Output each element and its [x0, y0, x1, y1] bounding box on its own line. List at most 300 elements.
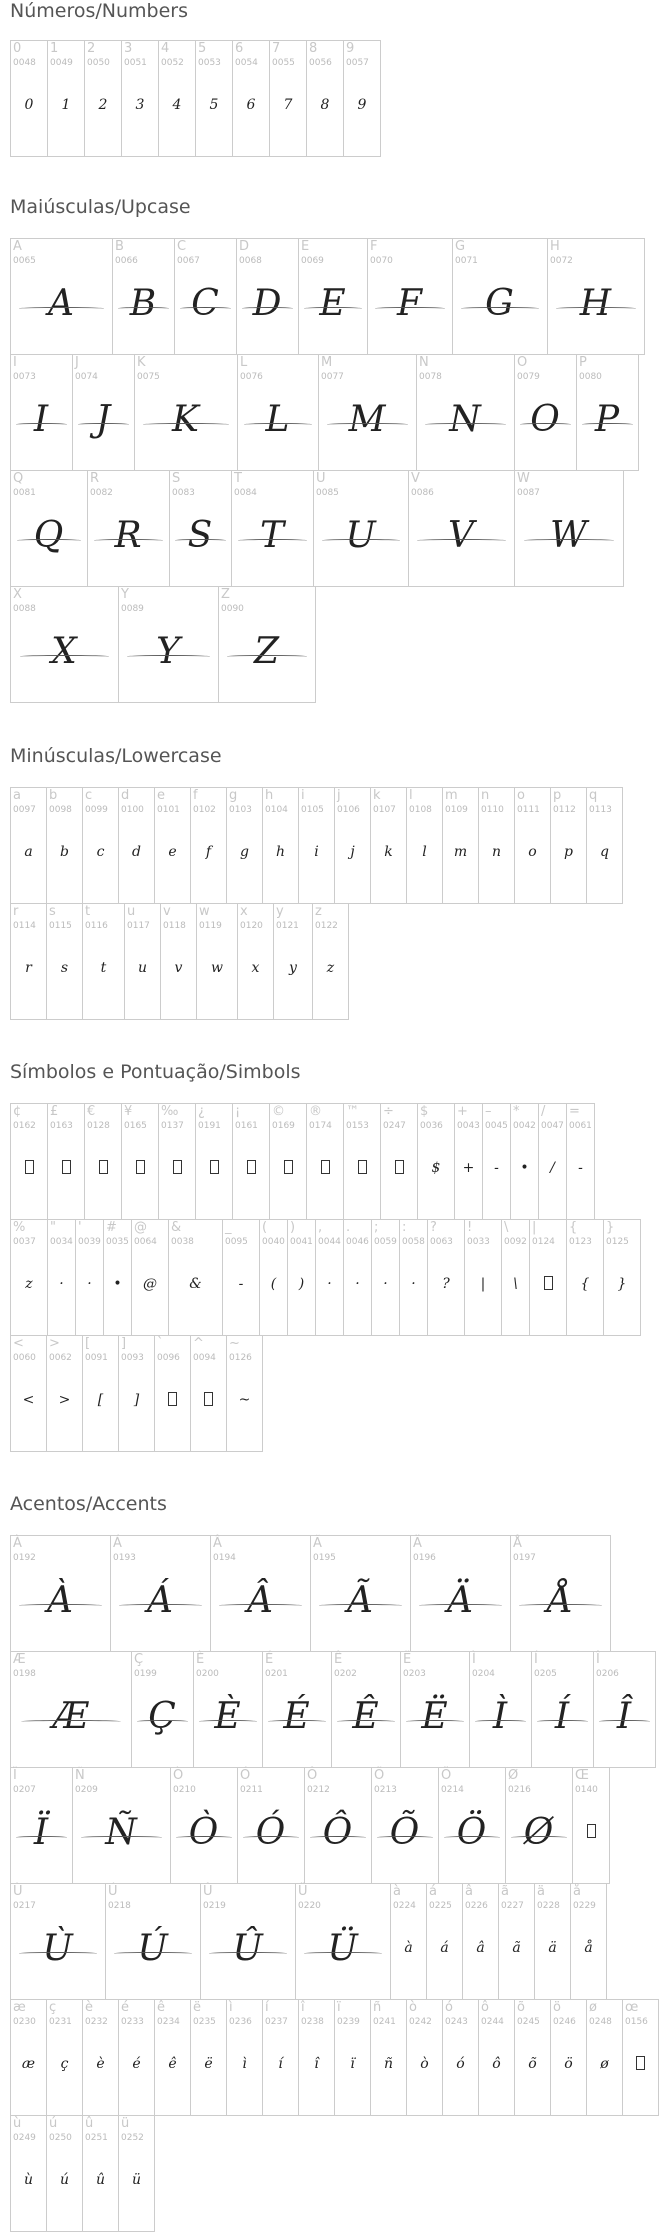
- glyph-cell[interactable]: [462, 1883, 499, 2000]
- glyph-label: <: [13, 1336, 24, 1351]
- glyph-sample: õ: [528, 2056, 537, 2072]
- glyph-label: ú: [49, 2116, 58, 2131]
- glyph-cell[interactable]: [72, 1767, 171, 1884]
- glyph-code: 0039: [78, 1237, 101, 1247]
- glyph-label: q: [589, 788, 598, 803]
- glyph-cell[interactable]: [190, 1999, 227, 2116]
- glyph-cell[interactable]: [370, 1999, 407, 2116]
- glyph-code: 0106: [337, 805, 360, 815]
- glyph-code: 0074: [75, 372, 98, 382]
- glyph-cell[interactable]: [570, 1883, 607, 2000]
- glyph-cell[interactable]: [10, 40, 48, 157]
- glyph-sample: /: [550, 1160, 555, 1176]
- glyph-label: ÷: [383, 1104, 394, 1119]
- glyph-cell[interactable]: [158, 40, 196, 157]
- glyph-cell[interactable]: [442, 1999, 479, 2116]
- glyph-label: H: [550, 239, 560, 254]
- glyph-label: k: [373, 788, 381, 803]
- glyph-cell[interactable]: [47, 1219, 76, 1336]
- flourish-stroke: [16, 423, 67, 426]
- glyph-label: õ: [517, 2000, 525, 2015]
- glyph-cell[interactable]: [295, 1883, 391, 2000]
- glyph-cell[interactable]: [131, 1651, 194, 1768]
- glyph-cell[interactable]: [110, 1535, 211, 1652]
- glyph-code: 0119: [199, 921, 222, 931]
- glyph-cell[interactable]: [478, 787, 515, 904]
- glyph-code: 0243: [445, 2017, 468, 2027]
- glyph-cell[interactable]: [514, 354, 577, 471]
- glyph-cell[interactable]: [410, 1535, 511, 1652]
- glyph-cell[interactable]: [168, 1219, 223, 1336]
- glyph-cell[interactable]: [47, 1103, 85, 1220]
- glyph-cell[interactable]: [210, 1535, 311, 1652]
- glyph-cell[interactable]: [82, 1999, 119, 2116]
- glyph-label: {: [569, 1220, 578, 1235]
- glyph-sample: ·: [327, 1276, 332, 1292]
- glyph-cell[interactable]: [84, 1103, 122, 1220]
- glyph-cell[interactable]: [82, 787, 119, 904]
- glyph-cell[interactable]: [222, 1219, 260, 1336]
- glyph-label: !: [467, 1220, 473, 1235]
- glyph-cell[interactable]: [10, 586, 119, 703]
- glyph-cell[interactable]: [236, 238, 299, 355]
- glyph-cell[interactable]: [478, 1999, 515, 2116]
- glyph-cell[interactable]: [426, 1883, 463, 2000]
- glyph-cell[interactable]: [343, 40, 381, 157]
- glyph-cell[interactable]: [318, 354, 417, 471]
- glyph-cell[interactable]: [334, 787, 371, 904]
- glyph-code: 0041: [290, 1237, 313, 1247]
- glyph-cell[interactable]: [315, 1219, 344, 1336]
- glyph-cell[interactable]: [231, 470, 314, 587]
- glyph-cell[interactable]: [370, 787, 407, 904]
- glyph-code: 0226: [465, 1901, 488, 1911]
- glyph-code: 0077: [321, 372, 344, 382]
- glyph-label: È: [196, 1652, 205, 1667]
- glyph-sample: [344, 1160, 380, 1178]
- glyph-code: 0056: [309, 58, 332, 68]
- glyph-cell[interactable]: [501, 1219, 530, 1336]
- glyph-sample: ë: [204, 2056, 213, 2072]
- glyph-code: 0235: [193, 2017, 216, 2027]
- glyph-cell[interactable]: [131, 1219, 169, 1336]
- glyph-cell[interactable]: [218, 586, 316, 703]
- glyph-cell[interactable]: [367, 238, 453, 355]
- glyph-label: #: [106, 1220, 117, 1235]
- glyph-cell[interactable]: [547, 238, 645, 355]
- glyph-cell[interactable]: [82, 1335, 119, 1452]
- glyph-label: ø: [589, 2000, 597, 2015]
- glyph-cell[interactable]: [406, 787, 443, 904]
- glyph-code: 0086: [411, 488, 434, 498]
- glyph-label: Y: [121, 587, 129, 602]
- glyph-label: S: [172, 471, 181, 486]
- glyph-sample: [573, 1824, 609, 1842]
- glyph-code: 0103: [229, 805, 252, 815]
- glyph-cell[interactable]: [371, 1767, 439, 1884]
- glyph-cell[interactable]: [306, 1103, 344, 1220]
- glyph-cell[interactable]: [287, 1219, 316, 1336]
- glyph-sample: 5: [209, 97, 219, 113]
- glyph-cell[interactable]: [190, 1335, 227, 1452]
- glyph-cell[interactable]: [514, 1999, 551, 2116]
- glyph-code: 0169: [272, 1121, 295, 1131]
- glyph-cell[interactable]: [427, 1219, 465, 1336]
- glyph-cell[interactable]: [46, 1335, 83, 1452]
- glyph-code: 0234: [157, 2017, 180, 2027]
- glyph-cell[interactable]: [196, 903, 238, 1020]
- flourish-stroke: [209, 1952, 288, 1955]
- glyph-label: Î: [596, 1652, 600, 1667]
- glyph-cell[interactable]: [304, 1767, 372, 1884]
- glyph-code: 0193: [113, 1553, 136, 1563]
- glyph-cell[interactable]: [408, 470, 515, 587]
- glyph-cell[interactable]: [121, 1103, 159, 1220]
- glyph-cell[interactable]: [313, 470, 409, 587]
- glyph-cell[interactable]: [390, 1883, 427, 2000]
- glyph-cell[interactable]: [84, 40, 122, 157]
- glyph-cell[interactable]: [298, 238, 368, 355]
- glyph-code: 0105: [301, 805, 324, 815]
- glyph-cell[interactable]: [586, 1999, 623, 2116]
- glyph-cell[interactable]: [118, 1999, 155, 2116]
- glyph-grid-accents: [10, 1535, 659, 2232]
- flourish-stroke: [19, 307, 104, 310]
- glyph-cell[interactable]: [576, 354, 639, 471]
- glyph-cell[interactable]: [87, 470, 170, 587]
- glyph-sample: ä: [548, 1940, 557, 1956]
- glyph-cell[interactable]: [343, 1103, 381, 1220]
- glyph-cell[interactable]: [442, 787, 479, 904]
- glyph-code: 0047: [541, 1121, 564, 1131]
- glyph-cell[interactable]: [510, 1103, 539, 1220]
- glyph-sample: ö: [564, 2056, 573, 2072]
- glyph-label: ñ: [373, 2000, 382, 2015]
- glyph-cell[interactable]: [566, 1103, 595, 1220]
- glyph-cell[interactable]: [10, 238, 113, 355]
- glyph-sample: Ò: [188, 1812, 220, 1853]
- glyph-cell[interactable]: [622, 1999, 659, 2116]
- glyph-code: 0251: [85, 2133, 108, 2143]
- glyph-code: 0096: [157, 1353, 180, 1363]
- glyph-cell[interactable]: [259, 1219, 288, 1336]
- glyph-cell[interactable]: [399, 1219, 428, 1336]
- missing-glyph-box: [587, 1824, 596, 1838]
- glyph-cell[interactable]: [454, 1103, 483, 1220]
- glyph-cell[interactable]: [82, 903, 125, 1020]
- glyph-code: 0054: [235, 58, 258, 68]
- glyph-cell[interactable]: [200, 1883, 296, 2000]
- glyph-label: P: [579, 355, 587, 370]
- glyph-cell[interactable]: [529, 1219, 567, 1336]
- glyph-cell[interactable]: [538, 1103, 567, 1220]
- glyph-cell[interactable]: [298, 1999, 335, 2116]
- glyph-cell[interactable]: [262, 1999, 299, 2116]
- flourish-stroke: [537, 1720, 588, 1723]
- glyph-cell[interactable]: [482, 1103, 511, 1220]
- glyph-cell[interactable]: [158, 1103, 196, 1220]
- glyph-sample: à: [404, 1940, 413, 1956]
- glyph-label: n: [481, 788, 490, 803]
- glyph-code: 0213: [374, 1785, 397, 1795]
- flourish-stroke: [599, 1720, 650, 1723]
- glyph-label: ü: [121, 2116, 130, 2131]
- glyph-sample: æ: [21, 2056, 36, 2072]
- glyph-cell[interactable]: [121, 40, 159, 157]
- glyph-cell[interactable]: [103, 1219, 132, 1336]
- glyph-cell[interactable]: [262, 1651, 332, 1768]
- glyph-cell[interactable]: [371, 1219, 400, 1336]
- glyph-cell[interactable]: [160, 903, 197, 1020]
- glyph-row: [10, 903, 623, 1020]
- glyph-cell[interactable]: [226, 1999, 263, 2116]
- glyph-label: ó: [445, 2000, 453, 2015]
- glyph-cell[interactable]: [298, 787, 335, 904]
- glyph-sample: [11, 1160, 47, 1178]
- glyph-cell[interactable]: [75, 1219, 104, 1336]
- glyph-row: [10, 1335, 641, 1452]
- glyph-cell[interactable]: [46, 1999, 83, 2116]
- glyph-cell[interactable]: [46, 787, 83, 904]
- glyph-cell[interactable]: [273, 903, 313, 1020]
- glyph-sample: q: [600, 844, 609, 860]
- glyph-sample: i: [314, 844, 319, 860]
- glyph-sample: W: [549, 515, 588, 556]
- glyph-label: z: [315, 904, 322, 919]
- glyph-cell[interactable]: [105, 1883, 201, 2000]
- glyph-cell[interactable]: [438, 1767, 506, 1884]
- glyph-cell[interactable]: [343, 1219, 372, 1336]
- glyph-label: j: [337, 788, 341, 803]
- glyph-cell[interactable]: [586, 787, 623, 904]
- glyph-code: 0121: [276, 921, 299, 931]
- glyph-cell[interactable]: [452, 238, 548, 355]
- glyph-cell[interactable]: [10, 787, 47, 904]
- glyph-cell[interactable]: [10, 354, 73, 471]
- glyph-cell[interactable]: [118, 1335, 155, 1452]
- flourish-stroke: [180, 307, 231, 310]
- glyph-cell[interactable]: [262, 787, 299, 904]
- glyph-label: B: [115, 239, 124, 254]
- glyph-cell[interactable]: [174, 238, 237, 355]
- glyph-sample: h: [275, 844, 286, 860]
- glyph-label: R: [90, 471, 100, 486]
- glyph-code: 0229: [573, 1901, 596, 1911]
- glyph-cell[interactable]: [195, 1103, 233, 1220]
- glyph-label: Æ: [13, 1652, 26, 1667]
- glyph-cell[interactable]: [417, 1103, 455, 1220]
- glyph-cell[interactable]: [10, 1335, 47, 1452]
- glyph-cell[interactable]: [514, 470, 624, 587]
- glyph-sample: Õ: [389, 1812, 421, 1853]
- glyph-sample: ·: [87, 1276, 92, 1292]
- glyph-cell[interactable]: [10, 1767, 73, 1884]
- glyph-cell[interactable]: [331, 1651, 401, 1768]
- glyph-code: 0085: [316, 488, 339, 498]
- glyph-sample: ã: [512, 1940, 521, 1956]
- glyph-cell[interactable]: [550, 1999, 587, 2116]
- glyph-cell[interactable]: [505, 1767, 573, 1884]
- glyph-sample: ): [298, 1276, 305, 1292]
- glyph-label: ò: [409, 2000, 417, 2015]
- glyph-cell[interactable]: [593, 1651, 656, 1768]
- glyph-sample: }: [617, 1276, 627, 1292]
- glyph-cell[interactable]: [237, 903, 274, 1020]
- glyph-sample: •: [520, 1160, 529, 1176]
- glyph-label: ê: [157, 2000, 165, 2015]
- glyph-sample: n: [491, 844, 502, 860]
- glyph-cell[interactable]: [154, 1999, 191, 2116]
- glyph-code: 0109: [445, 805, 468, 815]
- glyph-label: ®: [309, 1104, 322, 1119]
- glyph-cell[interactable]: [10, 1219, 48, 1336]
- glyph-cell[interactable]: [416, 354, 515, 471]
- glyph-sample: À: [47, 1580, 74, 1621]
- glyph-cell[interactable]: [118, 586, 219, 703]
- glyph-cell[interactable]: [46, 903, 83, 1020]
- glyph-code: 0225: [429, 1901, 452, 1911]
- glyph-cell[interactable]: [124, 903, 161, 1020]
- glyph-label: M: [321, 355, 333, 370]
- glyph-code: 0112: [553, 805, 576, 815]
- glyph-cell[interactable]: [310, 1535, 411, 1652]
- missing-glyph-box: [136, 1160, 145, 1174]
- glyph-sample: G: [485, 283, 515, 324]
- glyph-code: 0238: [301, 2017, 324, 2027]
- glyph-sample: ê: [168, 2056, 177, 2072]
- glyph-code: 0165: [124, 1121, 147, 1131]
- glyph-code: 0196: [413, 1553, 436, 1563]
- glyph-cell[interactable]: [514, 787, 551, 904]
- flourish-stroke: [319, 1604, 402, 1607]
- glyph-cell[interactable]: [406, 1999, 443, 2116]
- glyph-cell[interactable]: [10, 2115, 47, 2232]
- glyph-cell[interactable]: [306, 40, 344, 157]
- glyph-sample: Û: [232, 1928, 264, 1969]
- glyph-sample: ]: [133, 1392, 140, 1408]
- glyph-cell[interactable]: [10, 1999, 47, 2116]
- glyph-cell[interactable]: [269, 40, 307, 157]
- glyph-cell[interactable]: [10, 470, 88, 587]
- glyph-cell[interactable]: [603, 1219, 641, 1336]
- glyph-cell[interactable]: [10, 1883, 106, 2000]
- glyph-label: €: [87, 1104, 96, 1119]
- glyph-code: 0128: [87, 1121, 110, 1131]
- glyph-code: 0097: [13, 805, 36, 815]
- glyph-label: a: [13, 788, 21, 803]
- glyph-cell[interactable]: [195, 40, 233, 157]
- glyph-cell[interactable]: [226, 787, 263, 904]
- glyph-cell[interactable]: [531, 1651, 594, 1768]
- glyph-cell[interactable]: [46, 2115, 83, 2232]
- glyph-cell[interactable]: [10, 1651, 132, 1768]
- glyph-cell[interactable]: [82, 2115, 119, 2232]
- glyph-code: 0236: [229, 2017, 252, 2027]
- glyph-label: }: [606, 1220, 615, 1235]
- glyph-cell[interactable]: [226, 1335, 263, 1452]
- flourish-stroke: [511, 1836, 566, 1839]
- glyph-code: 0161: [235, 1121, 258, 1131]
- glyph-cell[interactable]: [134, 354, 238, 471]
- glyph-sample: t: [100, 960, 107, 976]
- glyph-sample: •: [113, 1276, 122, 1292]
- glyph-label: K: [137, 355, 146, 370]
- glyph-label: î: [301, 2000, 305, 2015]
- glyph-cell[interactable]: [118, 2115, 155, 2232]
- glyph-code: 0104: [265, 805, 288, 815]
- glyph-cell[interactable]: [566, 1219, 604, 1336]
- glyph-cell[interactable]: [334, 1999, 371, 2116]
- glyph-cell[interactable]: [232, 1103, 270, 1220]
- glyph-cell[interactable]: [193, 1651, 263, 1768]
- glyph-cell[interactable]: [469, 1651, 532, 1768]
- glyph-cell[interactable]: [112, 238, 175, 355]
- glyph-cell[interactable]: [237, 1767, 305, 1884]
- glyph-label: 8: [309, 41, 318, 56]
- glyph-cell[interactable]: [169, 470, 232, 587]
- glyph-sample: ù: [23, 2172, 34, 2188]
- glyph-sample: H: [579, 283, 613, 324]
- glyph-sample: â: [476, 1940, 485, 1956]
- glyph-sample: ó: [456, 2056, 465, 2072]
- glyph-code: 0080: [579, 372, 602, 382]
- flourish-stroke: [19, 1952, 98, 1955]
- glyph-sample: Ì: [492, 1696, 509, 1737]
- glyph-row: [10, 1535, 659, 1652]
- glyph-sample: T: [259, 515, 285, 556]
- glyph-cell[interactable]: [10, 1103, 48, 1220]
- glyph-cell[interactable]: [400, 1651, 470, 1768]
- glyph-cell[interactable]: [380, 1103, 418, 1220]
- glyph-cell[interactable]: [10, 1535, 111, 1652]
- glyph-sample: Ç: [148, 1696, 177, 1737]
- glyph-sample: ò: [420, 2056, 429, 2072]
- glyph-cell[interactable]: [154, 787, 191, 904]
- glyph-cell[interactable]: [269, 1103, 307, 1220]
- glyph-cell[interactable]: [190, 787, 227, 904]
- glyph-cell[interactable]: [550, 787, 587, 904]
- glyph-cell[interactable]: [534, 1883, 571, 2000]
- glyph-code: 0227: [501, 1901, 524, 1911]
- glyph-sample: -: [494, 1160, 499, 1176]
- flourish-stroke: [475, 1720, 526, 1723]
- glyph-cell[interactable]: [464, 1219, 502, 1336]
- glyph-cell[interactable]: [312, 903, 349, 1020]
- glyph-cell[interactable]: [118, 787, 155, 904]
- glyph-cell[interactable]: [498, 1883, 535, 2000]
- glyph-cell[interactable]: [154, 1335, 191, 1452]
- glyph-cell[interactable]: [47, 40, 85, 157]
- glyph-cell[interactable]: [170, 1767, 238, 1884]
- glyph-cell[interactable]: [72, 354, 135, 471]
- glyph-sample: z: [25, 1276, 33, 1292]
- glyph-row: [10, 1219, 641, 1336]
- glyph-sample: [623, 2056, 658, 2074]
- glyph-sample: [307, 1160, 343, 1178]
- glyph-code: 0102: [193, 805, 216, 815]
- glyph-sample: u: [137, 960, 148, 976]
- glyph-code: 0219: [203, 1901, 226, 1911]
- glyph-cell[interactable]: [510, 1535, 611, 1652]
- glyph-label: ?: [430, 1220, 437, 1235]
- glyph-cell[interactable]: [572, 1767, 610, 1884]
- glyph-cell[interactable]: [232, 40, 270, 157]
- glyph-code: 0092: [504, 1237, 527, 1247]
- glyph-label: m: [445, 788, 458, 803]
- glyph-cell[interactable]: [237, 354, 319, 471]
- glyph-code: 0217: [13, 1901, 36, 1911]
- glyph-cell[interactable]: [10, 903, 47, 1020]
